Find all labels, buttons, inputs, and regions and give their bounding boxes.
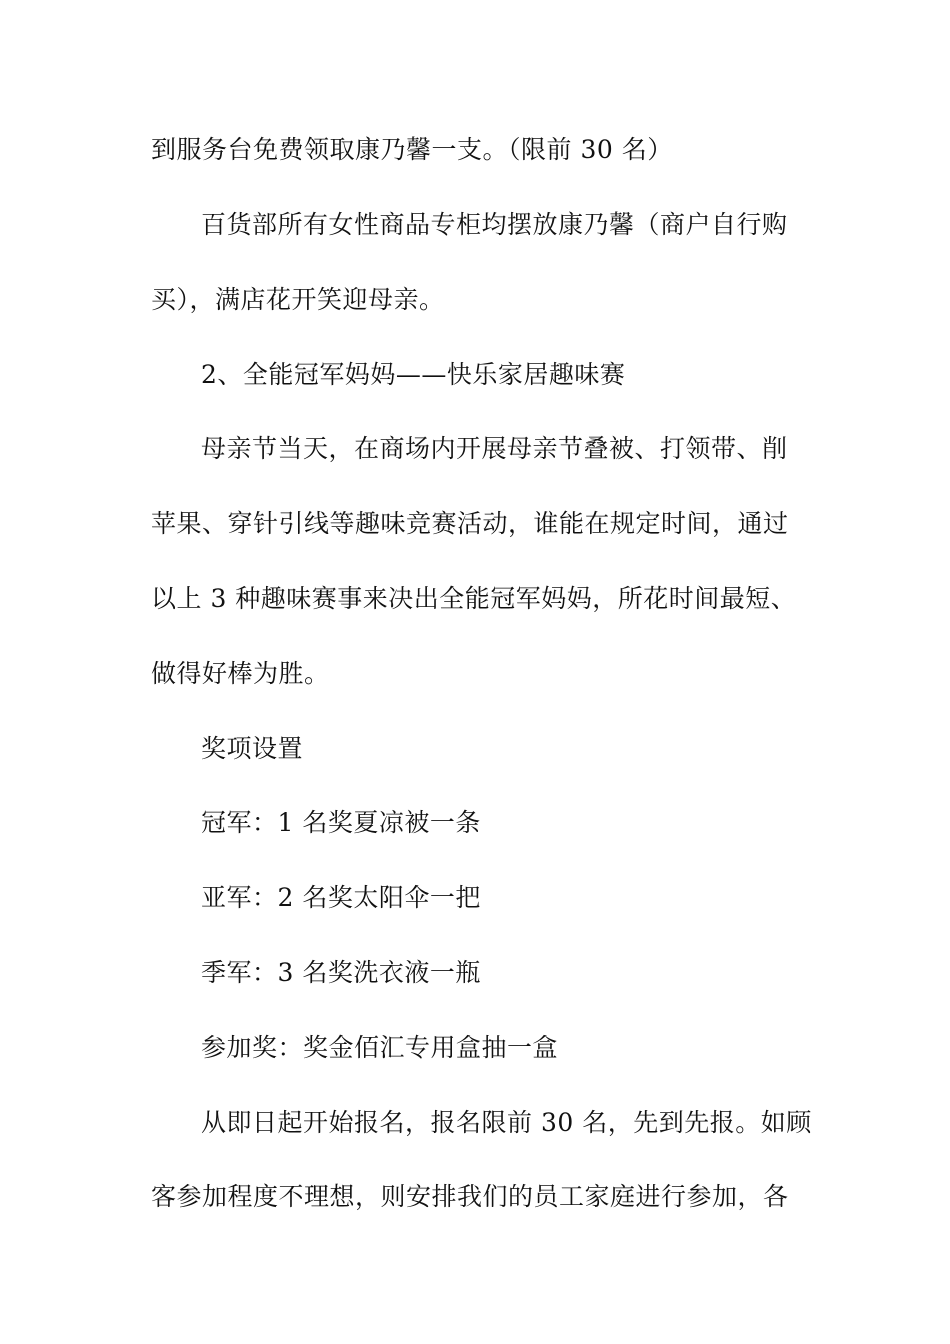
prize-line: 冠军：1 名奖夏凉被一条 [201,808,481,837]
text-line: 客参加程度不理想，则安排我们的员工家庭进行参加，各 [151,1182,789,1211]
section-heading: 2、全能冠军妈妈——快乐家居趣味赛 [201,360,626,389]
text-line: 做得好棒为胜。 [151,659,330,688]
text-line: 以上 3 种趣味赛事来决出全能冠军妈妈，所花时间最短、 [151,584,797,613]
paragraph-start-line: 百货部所有女性商品专柜均摆放康乃馨（商户自行购 [201,210,788,239]
paragraph-start-line: 从即日起开始报名，报名限前 30 名，先到先报。如顾 [201,1108,812,1137]
prize-line: 参加奖：奖金佰汇专用盒抽一盒 [201,1033,559,1062]
text-line: 到服务台免费领取康乃馨一支。（限前 30 名） [151,135,673,164]
text-line: 买），满店花开笑迎母亲。 [151,285,445,314]
subheading: 奖项设置 [201,734,304,763]
prize-line: 季军：3 名奖洗衣液一瓶 [201,958,481,987]
prize-line: 亚军：2 名奖太阳伞一把 [201,883,481,912]
paragraph-start-line: 母亲节当天，在商场内开展母亲节叠被、打领带、削 [201,434,788,463]
text-line: 苹果、穿针引线等趣味竞赛活动，谁能在规定时间，通过 [151,509,789,538]
